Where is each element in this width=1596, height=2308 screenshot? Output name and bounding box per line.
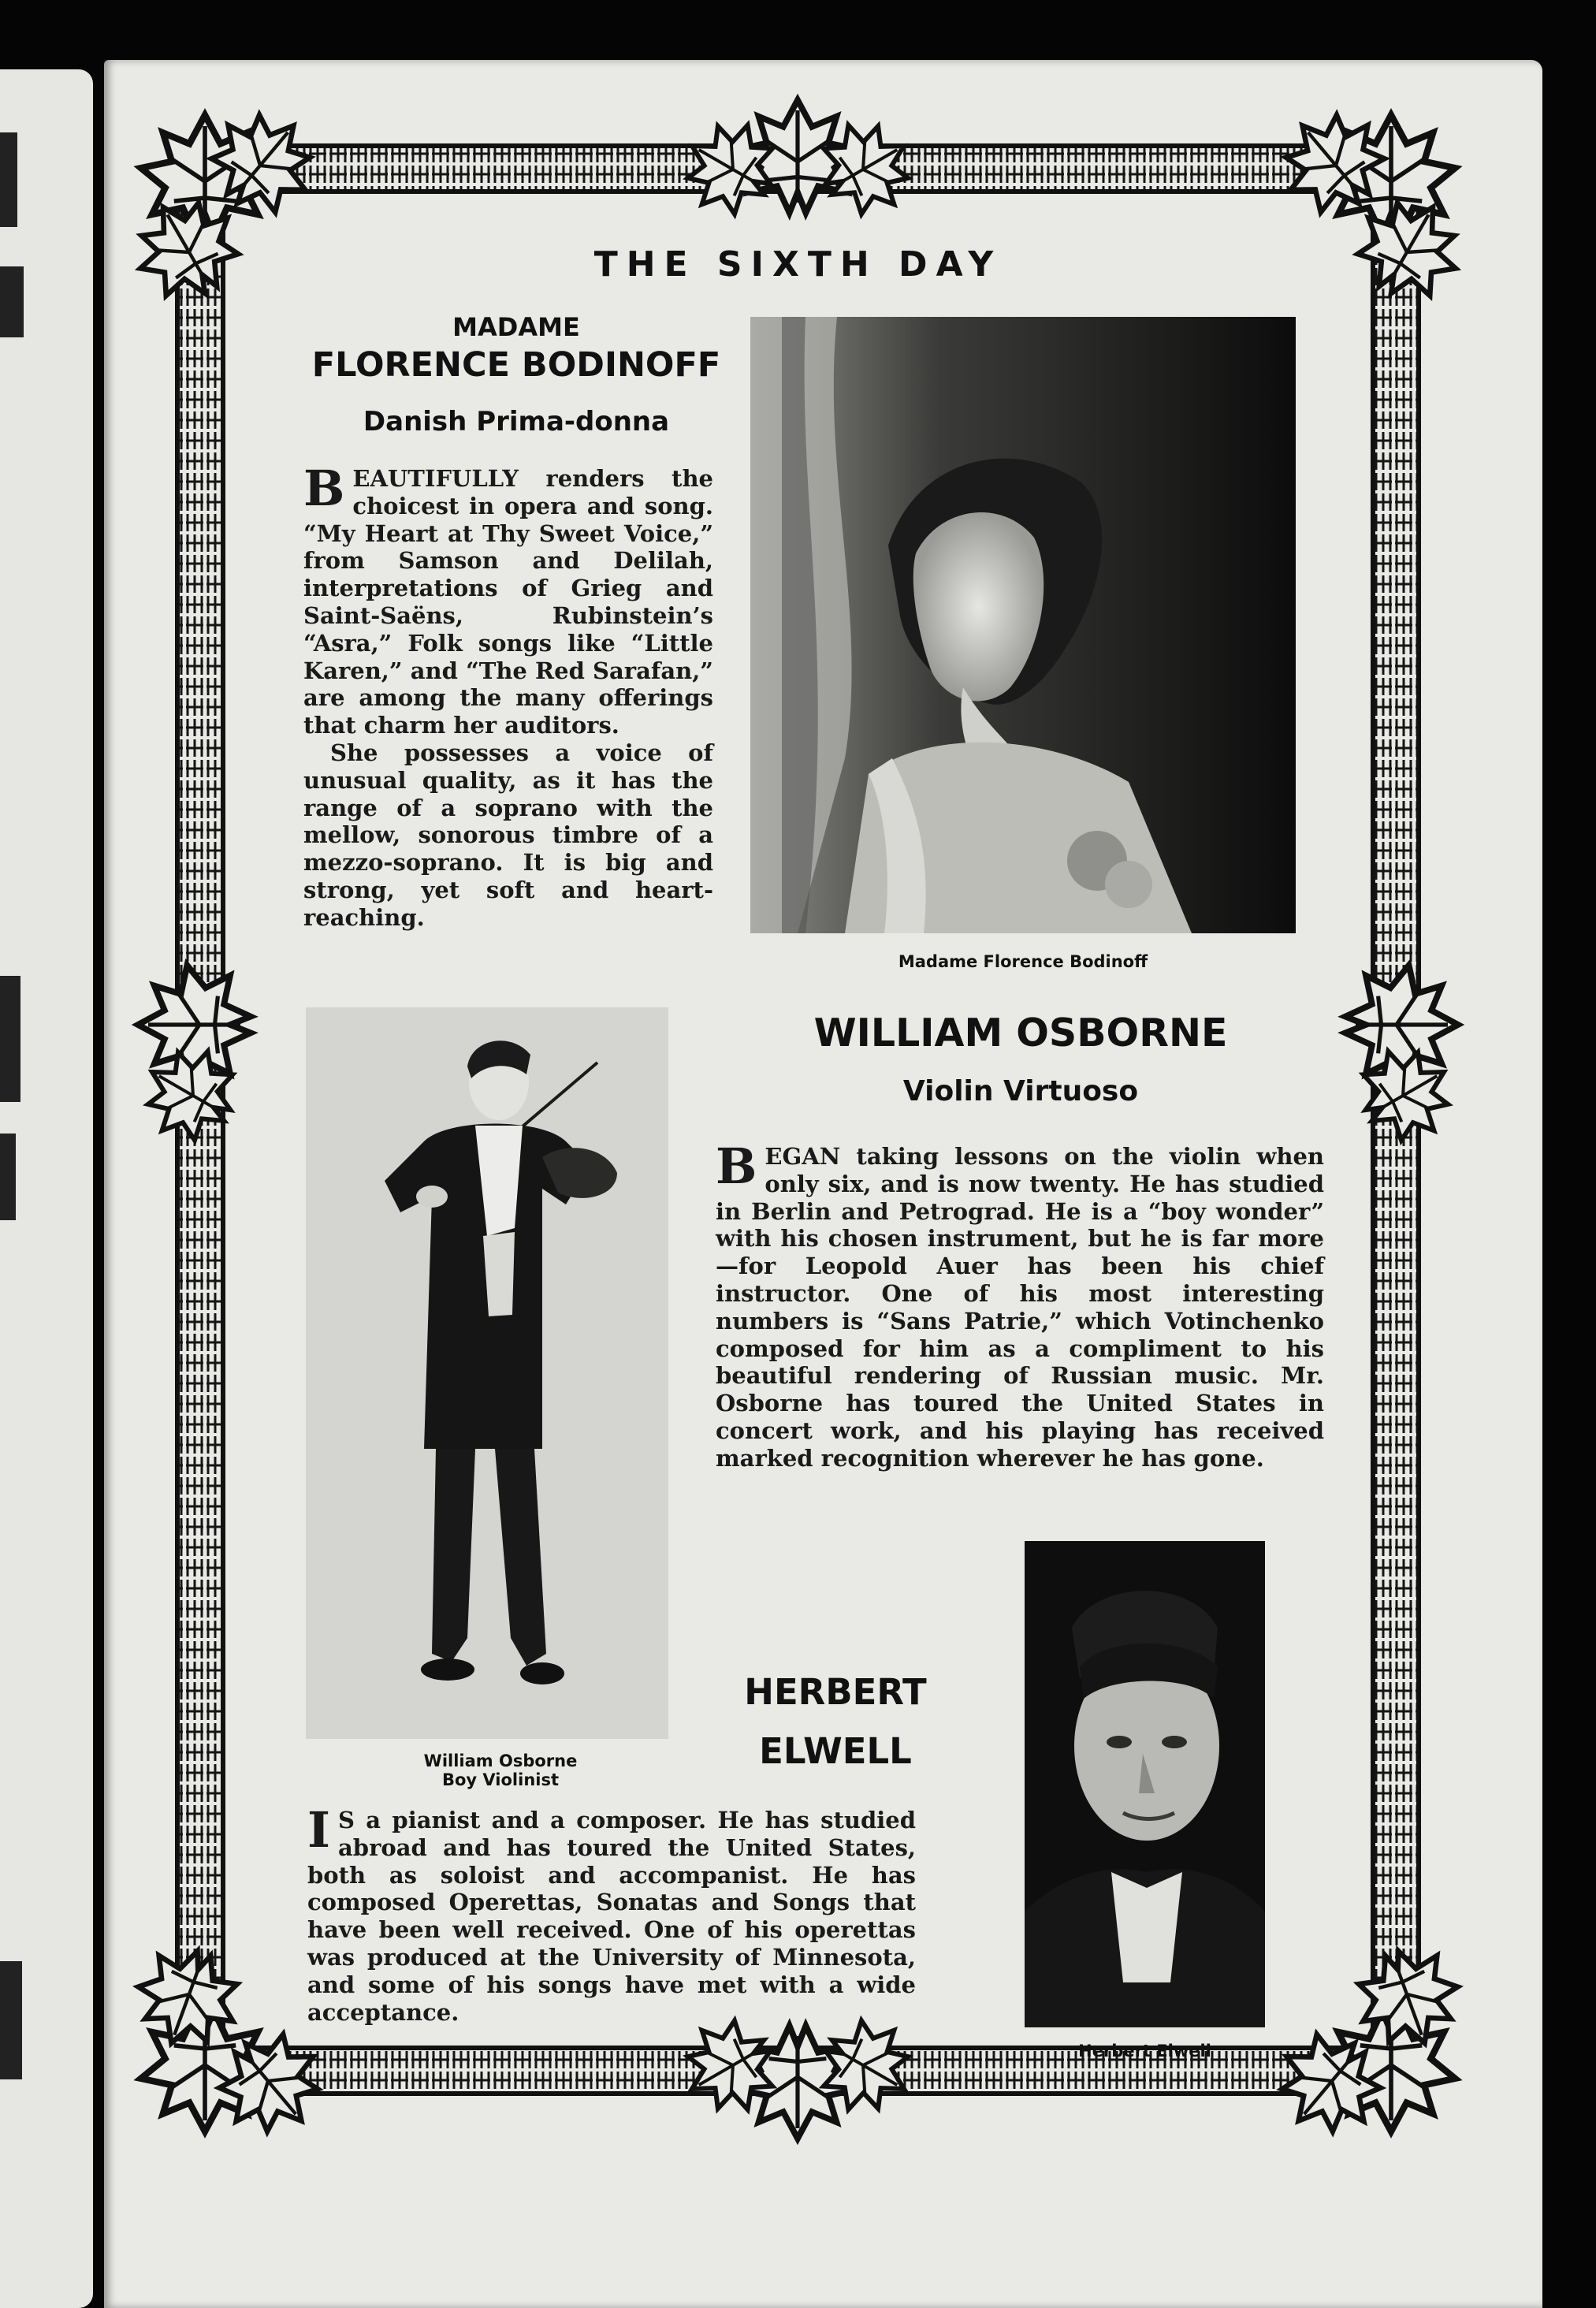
bodinoff-paragraph-2: She possesses a voice of unusual quality, as it has the range of a soprano with the mellow, sonorous timbre of a mezzo-soprano. It is big and strong, yet soft and heart-reaching. [303,739,713,931]
elwell-bio [307,1801,916,2026]
bodinoff-paragraph-1: EAUTIFULLY renders the choicest in opera and song. “My Heart at Thy Sweet Voice,” from Samson and Delilah, interpretations of Grieg and Saint-Saëns, Rubinstein’s “Asra,” Folk songs like “Little Karen,” and “The Red Sarafan,” are among the many offerings that charm her auditors. [303,465,713,739]
bodinoff-dropcap: B [303,460,345,517]
elwell-portrait-photo [1025,1541,1265,2027]
bodinoff-photo-caption: Madame Florence Bodinoff [898,952,1148,971]
osborne-caption-name: William Osborne [423,1751,578,1770]
osborne-subtitle: Violin Virtuoso [902,1075,1139,1107]
osborne-bio [716,1137,1324,1472]
elwell-paragraph: S a pianist and a composer. He has studied abroad and has toured the United States, both as soloist and accompanist. He has composed Operettas, Sonatas and Songs that have been well received. One of his operettas was produced at the University of Minnesota, and some of his songs have met with a wide acceptance. [307,1807,916,2026]
elwell-dropcap: I [307,1801,331,1859]
bodinoff-honorific: MADAME [452,312,580,342]
elwell-name-last: ELWELL [759,1730,912,1772]
osborne-name: WILLIAM OSBORNE [813,1011,1228,1055]
osborne-violinist-photo [306,1007,668,1739]
elwell-name-first: HERBERT [744,1671,927,1713]
page-title: THE SIXTH DAY [593,244,1003,285]
bodinoff-bio [303,460,713,932]
bodinoff-portrait-photo [750,317,1296,933]
osborne-caption-title: Boy Violinist [441,1770,560,1789]
bodinoff-name: FLORENCE BODINOFF [311,345,721,385]
osborne-photo-caption [394,1751,607,1789]
elwell-photo-caption: Herbert Elwell [1078,2042,1211,2060]
osborne-paragraph: EGAN taking lessons on the violin when only six, and is now twenty. He has studied in Berlin and Petrograd. He is a “boy wonder” with his chosen instrument, but he is far more—for Leopold Auer has been his chief instructor. One of his most interesting numbers is “Sans Patrie,” which Votinchenko composed for him as a compliment to his beautiful rendering of Russian music. Mr. Osborne has toured the United States in concert work, and his playing has received marked recognition wherever he has gone. [716,1143,1324,1472]
osborne-dropcap: B [716,1137,757,1195]
bodinoff-subtitle: Danish Prima-donna [363,406,670,437]
